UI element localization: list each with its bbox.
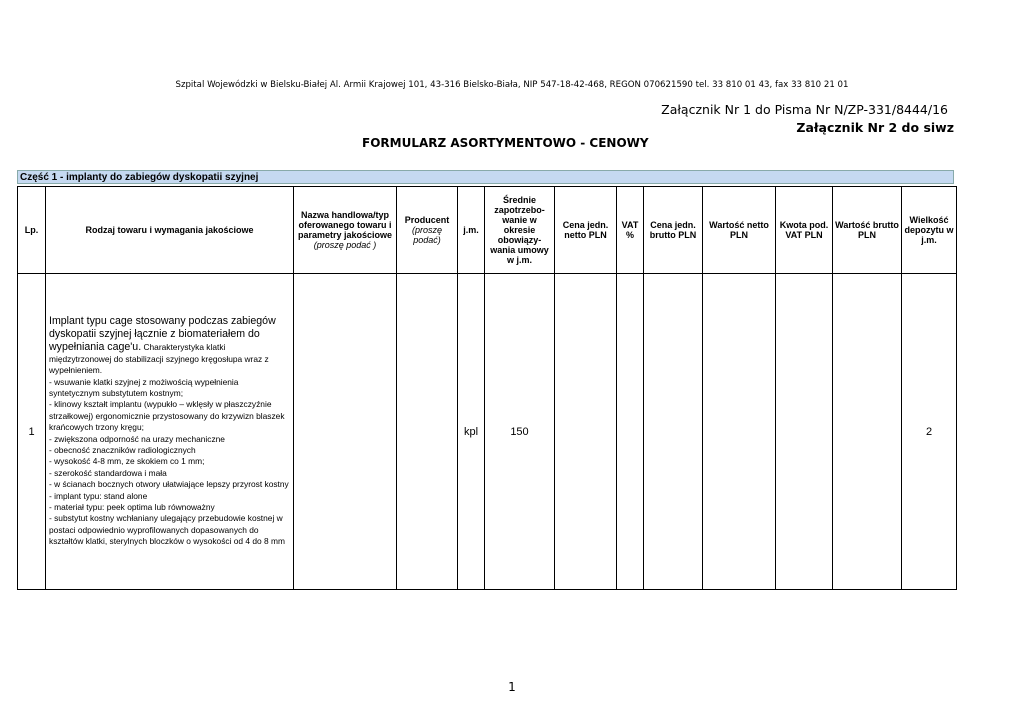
- row-cena-netto-input[interactable]: [555, 274, 617, 590]
- part-title-bar: Część 1 - implanty do zabiegów dyskopatii szyjnej: [17, 170, 954, 184]
- row-wielkosc: 2: [902, 274, 957, 590]
- row-producent-input[interactable]: [397, 274, 458, 590]
- row-description-line: - obecność znaczników radiologicznych: [49, 444, 196, 455]
- row-jm: kpl: [458, 274, 485, 590]
- row-description-line: - wsuwanie klatki szyjnej z możiwością wypełnienia syntetycznym substytutem kostnym;: [49, 376, 239, 398]
- table-header-row: [18, 187, 957, 274]
- row-nazwa-input[interactable]: [294, 274, 397, 590]
- col-rodzaj: Rodzaj towaru i wymagania jakościowe: [46, 187, 294, 274]
- row-description-line: - szerokość standardowa i mała: [49, 467, 167, 478]
- col-lp: Lp.: [18, 187, 46, 274]
- annex-siwz: Załącznik Nr 2 do siwz: [796, 120, 954, 135]
- row-description-lead: Implant typu cage stosowany podczas zabiegów dyskopatii szyjnej łącznie z biomateriałem do wypełniania cage'u.: [49, 315, 276, 353]
- col-nazwa-label: Nazwa handlowa/typ oferowanego towaru i parametry jakościowe: [297, 210, 393, 240]
- col-producent-label: Producent: [404, 215, 450, 225]
- row-vat-input[interactable]: [617, 274, 644, 590]
- col-wartosc-brutto: Wartość brutto PLN: [833, 187, 902, 274]
- form-title: FORMULARZ ASORTYMENTOWO - CENOWY: [362, 136, 649, 150]
- hospital-header: Szpital Wojewódzki w Bielsku-Białej Al. Armii Krajowej 101, 43-316 Bielsko-Biała, NIP 547-18-42-468, REGON 070621590 tel. 33 810 01 43, fax 33 810 21 01: [175, 80, 849, 90]
- row-description-line: Charakterystyka klatki międzytrzonowej do stabilizacji szyjnego kręgosłupa wraz z wypełnieniem.: [49, 341, 269, 376]
- col-wartosc-netto: Wartość netto PLN: [703, 187, 776, 274]
- row-description-line: - zwiększona odporność na urazy mechaniczne: [49, 433, 225, 444]
- col-kwota-vat: Kwota pod. VAT PLN: [776, 187, 833, 274]
- row-description-line: - substytut kostny wchłaniany ulegający przebudowie kostnej w postaci odpowiednio wyprofilowanych dopasowanych do kształtów klatki, sterylnych bloczków o wysokości od 4 do 8 mm: [49, 513, 285, 547]
- col-cena-brutto: Cena jedn. brutto PLN: [644, 187, 703, 274]
- row-wartosc-netto-input[interactable]: [703, 274, 776, 590]
- col-cena-netto: Cena jedn. netto PLN: [555, 187, 617, 274]
- row-description-line: - implant typu: stand alone: [49, 490, 148, 501]
- col-producent-note: (proszę podać): [411, 225, 442, 245]
- row-description-line: - klinowy kształt implantu (wypukło – wklęsły w płaszczyźnie strzałkowej) ergonomicznie przystosowany do krzywizn blaszek krańcowych trzony kręgu;: [49, 399, 285, 433]
- row-wartosc-brutto-input[interactable]: [833, 274, 902, 590]
- assortment-table: [17, 186, 957, 590]
- row-description-line: - wysokość 4-8 mm, ze skokiem co 1 mm;: [49, 456, 205, 467]
- row-kwota-vat-input[interactable]: [776, 274, 833, 590]
- row-cena-brutto-input[interactable]: [644, 274, 703, 590]
- col-wielkosc: Wielkość depozytu w j.m.: [902, 187, 957, 274]
- col-producent: [397, 187, 458, 274]
- col-srednie: Średnie zapotrzebo-wanie w okresie obowiązy-wania umowy w j.m.: [485, 187, 555, 274]
- col-nazwa: [294, 187, 397, 274]
- col-vat: VAT %: [617, 187, 644, 274]
- row-description-line: - materiał typu: peek optima lub równoważny: [49, 502, 215, 513]
- col-nazwa-note: (proszę podać ): [313, 240, 377, 250]
- row-description-line: - w ścianach bocznych otwory ułatwiające lepszy przyrost kostny: [49, 479, 289, 490]
- table-row: [18, 274, 957, 590]
- page-number: 1: [508, 680, 516, 694]
- row-description: [46, 274, 294, 590]
- annex-reference: Załącznik Nr 1 do Pisma Nr N/ZP-331/8444/16: [661, 102, 948, 117]
- row-lp: 1: [18, 274, 46, 590]
- row-srednie: 150: [485, 274, 555, 590]
- col-jm: j.m.: [458, 187, 485, 274]
